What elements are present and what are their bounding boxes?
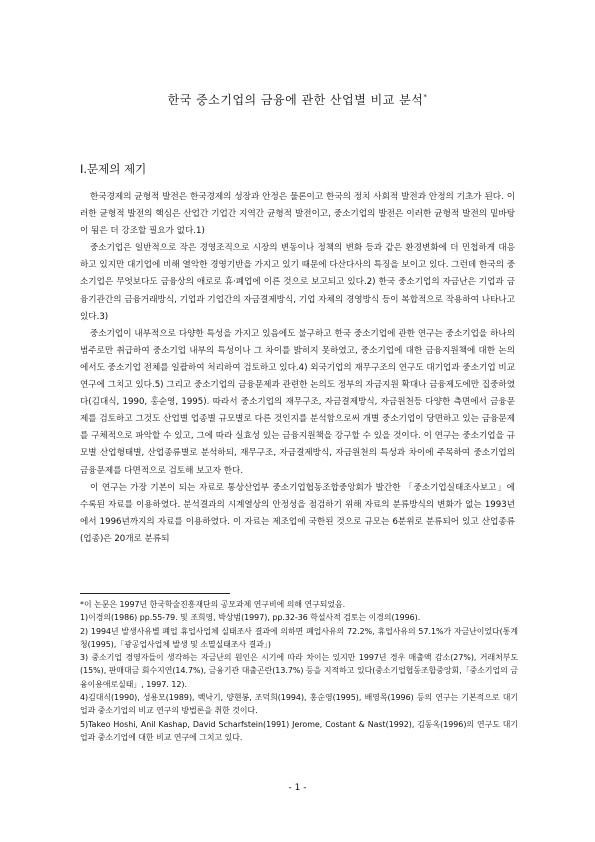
paragraph: 중소기업이 내부적으로 다양한 특성을 가지고 있음에도 불구하고 한국 중소기업에 관한 연구는 중소기업을 하나의 범주로만 취급하여 중소기업 내부의 특성이나 그 차이를 밝히지 못하였고, 중소기업에 대한 금융지원책에 대한 논의에서도 중소기업 전체를 일괄하여 처리하여 검토하고 있다.4) 외국기업의 재무구조의 연구도 대기업과 중소기업 비교 연구에 그치고 있다.5) 그리고 중소기업의 금융문제과 관련한 논의도 정부의 자금지원 확대나 금융제도에만 집중하였다(김대식, 1990, 홍순영, 1995). 따라서 중소기업의 재무구조, 자금결제방식, 자금원천등 다양한 측면에서 금융문제를 검토하고 그것도 산업별 업종별 규모별로 다른 것인지를 분석함으로써 개별 중소기업이 당면하고 있는 금융문제를 구체적으로 파악할 수 있고, 그에 따라 실효성 있는 금융지원책을 강구할 수 있을 것이다. 이 연구는 중소기업을 규모별 산업형태별, 산업종류별로 분석하되, 재무구조, 자금결제방식, 자금원천의 특성과 차이에 주목하여 중소기업의 금융문제를 다면적으로 검토해 보고자 한다.	[80, 328, 515, 476]
section-heading: Ⅰ.문제의 제기	[80, 162, 147, 176]
footnote: 4)김대식(1990), 성용모(1989), 백낙기, 양현봉, 조덕희(1994), 홍순영(1995), 배영목(1996) 등의 연구는 기본적으로 대기업과 중소기업의 비교 연구의 방법론을 취한 것이다.	[80, 693, 518, 716]
page-number: - 1 -	[288, 783, 307, 793]
title-text: 한국 중소기업의 금융에 관한 산업별 비교 분석	[167, 93, 424, 107]
title-footnote-mark: *	[423, 93, 428, 101]
footnotes	[80, 598, 518, 744]
paragraph: 중소기업은 일반적으로 작은 경영조직으로 시장의 변동이나 정책의 변화 등과 같은 환경변화에 더 민첩하게 대응하고 있지만 대기업에 비해 열악한 경영기반을 가지고 있기 때문에 다산다사의 특징을 보이고 있다. 그런데 한국의 중소기업은 무엇보다도 금융상의 애로로 휴·폐업에 이른 것으로 보고되고 있다.2) 한국 중소기업의 자금난은 기업과 금융기관간의 금융거래방식, 기업과 기업간의 자금결제방식, 기업 자체의 경영방식 등이 복합적으로 작용하여 나타나고 있다.3)	[80, 243, 515, 322]
body-text	[80, 189, 515, 548]
footnote-divider	[80, 593, 230, 594]
footnote: 2) 1994년 발생사유별 폐업 휴업사업체 실태조사 결과에 의하면 폐업사유의 72.2%, 휴업사유의 57.1%가 자금난이었다(통계청(1995),「광공업사업체 발생 및 소멸실태조사 결과」)	[80, 626, 518, 649]
footnote: 5)Takeo Hoshi, Anil Kashap, David Scharfstein(1991) Jerome, Costant & Nast(1992), 김동옥(1996)의 연구도 대기업과 중소기업에 대한 비교 연구에 그치고 있다.	[80, 719, 518, 742]
paragraph: 이 연구는 가장 기본이 되는 자료로 통상산업부 중소기업협동조합중앙회가 발간한 「중소기업실태조사보고」에 수록된 자료를 이용하였다. 분석결과의 시계열상의 안정성을 점검하기 위해 자료의 분류방식의 변화가 없는 1993년에서 1996년까지의 자료를 이용하였다. 이 자료는 제조업에 국한된 것으로 규모는 6분위로 분류되어 있고 산업종류(업종)은 20개로 분류되	[80, 482, 515, 544]
paragraph: 한국경제의 균형적 발전은 한국경제의 성장과 안정은 물론이고 한국의 정치 사회적 발전과 안정의 기초가 된다. 이러한 균형적 발전의 핵심은 산업간 기업간 지역간 균형적 발전이고, 중소기업의 발전은 이러한 균형적 발전의 밑바탕이 됨은 더 강조할 필요가 없다.1)	[80, 192, 515, 237]
footnote: 1)이경의(1986) pp.55-79. 및 조희영, 박상범(1997), pp.32-36 학설사적 검토는 이경의(1996).	[80, 613, 421, 623]
page-title	[0, 91, 595, 108]
footnote: *이 논문은 1997년 한국학술진흥재단의 공모과제 연구비에 의해 연구되었음.	[80, 600, 346, 609]
footnote: 3) 중소기업 경영자들이 생각하는 자금난의 원인은 시기에 따라 차이는 있지만 1997년 경우 매출액 감소(27%), 거래처부도(15%), 판매대금 회수지연(14.7%), 금융기관 대출곤란(13.7%) 등을 지적하고 있다(중소기업협동조합중앙회,「중소기업의 금융이용애로실태」, 1997. 12).	[80, 653, 518, 689]
